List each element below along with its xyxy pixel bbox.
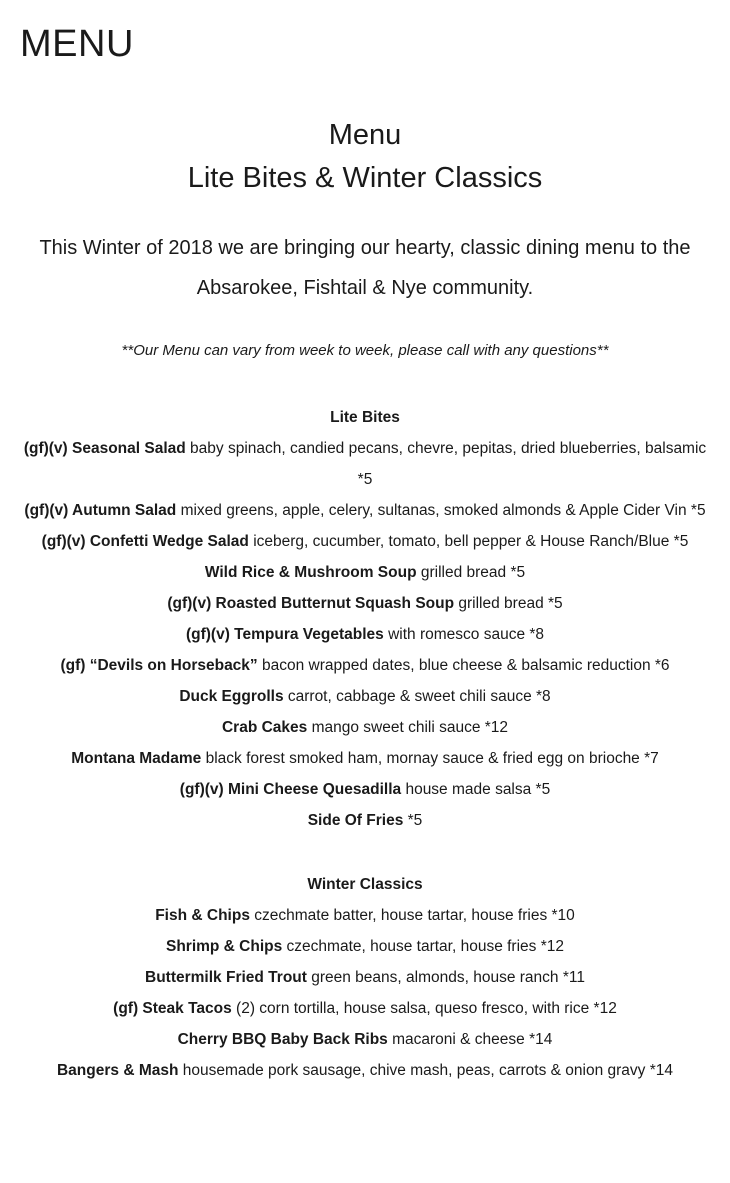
menu-item [20,526,710,557]
menu-heading [20,114,710,200]
menu-item [20,619,710,650]
menu-item-name: (gf)(v) Mini Cheese Quesadilla [179,780,402,798]
section-title: Lite Bites [330,408,400,426]
section-lite-bites [20,409,710,836]
menu-item [20,993,710,1024]
menu-page [0,22,730,1086]
menu-item-name: Wild Rice & Mushroom Soup [204,563,417,581]
menu-item [20,774,710,805]
menu-item-description: green beans, almonds, house ranch *11 [306,968,585,986]
section-title: Winter Classics [307,875,423,893]
menu-item-description: czechmate batter, house tartar, house fries *10 [249,906,575,924]
menu-item-description: mango sweet chili sauce *12 [307,718,509,736]
menu-item-description: black forest smoked ham, mornay sauce & fried egg on brioche *7 [201,749,659,767]
menu-item-description: house made salsa *5 [401,780,551,798]
menu-item-description: macaroni & cheese *14 [387,1030,553,1048]
menu-item-description: bacon wrapped dates, blue cheese & balsamic reduction *6 [257,656,670,674]
menu-item [20,1024,710,1055]
menu-item [20,931,710,962]
menu-item-name: Bangers & Mash [56,1061,179,1079]
section-winter-classics [20,876,710,1086]
menu-item-description: iceberg, cucumber, tomato, bell pepper & House Ranch/Blue *5 [248,532,689,550]
menu-item-name: (gf)(v) Confetti Wedge Salad [41,532,249,550]
menu-item-description: with romesco sauce *8 [383,625,545,643]
menu-item [20,681,710,712]
menu-item-description: carrot, cabbage & sweet chili sauce *8 [283,687,551,705]
menu-item-name: (gf) “Devils on Horseback” [60,656,258,674]
menu-item [20,557,710,588]
menu-item [20,900,710,931]
menu-item-name: (gf)(v) Tempura Vegetables [185,625,384,643]
menu-item [20,588,710,619]
menu-item [20,962,710,993]
menu-item [20,495,710,526]
menu-heading-line1: Menu [328,118,402,151]
menu-item-name: (gf) Steak Tacos [113,999,232,1017]
menu-item-description: czechmate, house tartar, house fries *12 [282,937,564,955]
menu-item-name: (gf)(v) Roasted Butternut Squash Soup [167,594,455,612]
page-title: MENU [20,23,134,65]
menu-item-name: Montana Madame [71,749,202,767]
menu-item [20,805,710,836]
menu-item-name: Shrimp & Chips [165,937,283,955]
menu-item-name: Crab Cakes [221,718,308,736]
menu-item-name: Fish & Chips [155,906,250,924]
menu-item-description: baby spinach, candied pecans, chevre, pepitas, dried blueberries, balsamic *5 [185,439,707,488]
menu-item-name: Cherry BBQ Baby Back Ribs [177,1030,388,1048]
menu-item [20,743,710,774]
menu-item-name: Duck Eggrolls [179,687,284,705]
menu-item-description: *5 [403,811,423,829]
menu-item-name: Buttermilk Fried Trout [145,968,307,986]
menu-item [20,650,710,681]
menu-item [20,433,710,495]
menu-item [20,1055,710,1086]
menu-item-name: Side Of Fries [307,811,404,829]
menu-item-description: (2) corn tortilla, house salsa, queso fresco, with rice *12 [231,999,617,1017]
menu-heading-line2: Lite Bites & Winter Classics [187,161,543,194]
menu-disclaimer-note: **Our Menu can vary from week to week, please call with any questions** [121,341,609,359]
menu-item-name: (gf)(v) Autumn Salad [24,501,177,519]
menu-intro-text: This Winter of 2018 we are bringing our hearty, classic dining menu to the Absarokee, Fishtail & Nye community. [39,236,691,299]
menu-item-description: grilled bread *5 [454,594,563,612]
menu-item-name: (gf)(v) Seasonal Salad [23,439,186,457]
menu-item-description: grilled bread *5 [416,563,526,581]
menu-item-description: housemade pork sausage, chive mash, peas, carrots & onion gravy *14 [178,1061,673,1079]
menu-item-description: mixed greens, apple, celery, sultanas, smoked almonds & Apple Cider Vin *5 [176,501,706,519]
menu-item [20,712,710,743]
